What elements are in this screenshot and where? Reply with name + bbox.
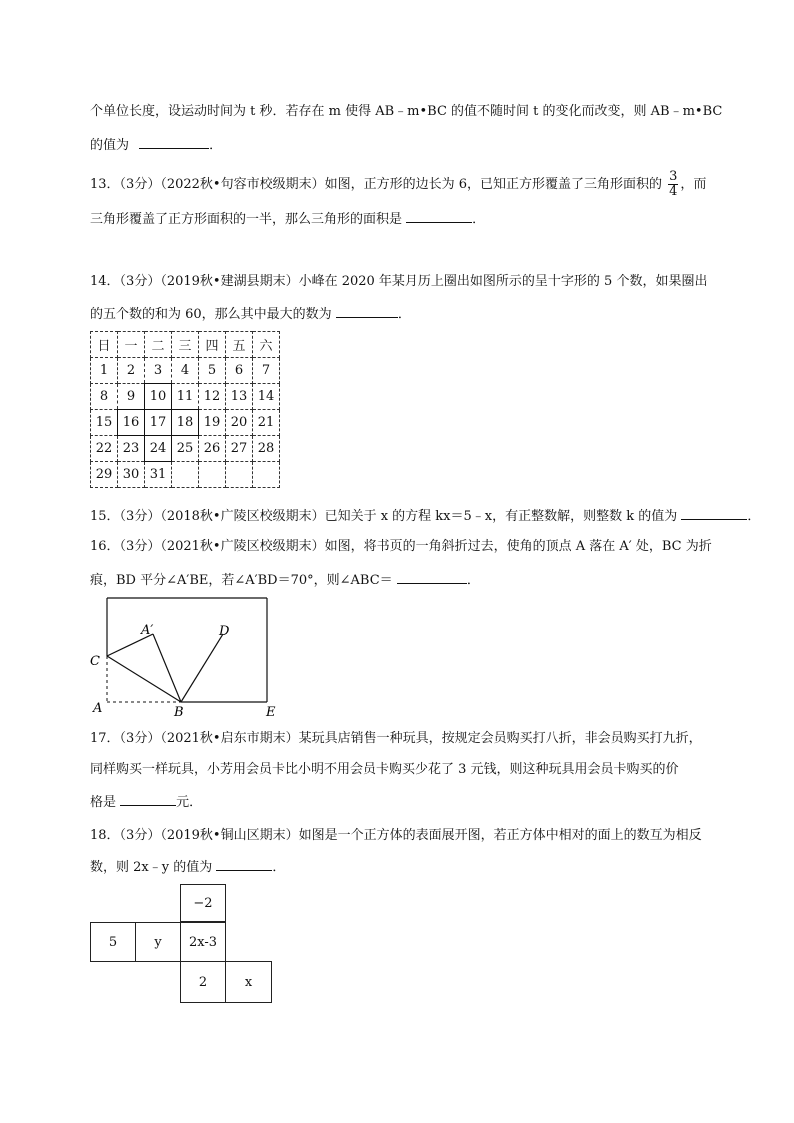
q14-line-1: 14．（3分）（2019秋•建湖县期末）小峰在 2020 年某月历上圈出如图所示的呈十字形的 5 个数，如果圈出 <box>90 274 708 289</box>
calendar-cell: 9 <box>118 384 145 410</box>
net-face-top: −2 <box>180 884 226 922</box>
label-a-prime: A′ <box>141 623 154 638</box>
q13-line-2-text: 三角形覆盖了正方形面积的一半，那么三角形的面积是 <box>90 212 403 227</box>
fraction-numerator: 3 <box>669 169 678 184</box>
net-face-y: y <box>135 922 181 962</box>
calendar-cell <box>199 462 226 488</box>
net-face-2: 2 <box>180 961 226 1003</box>
q17-line-3a: 格是 <box>90 795 117 810</box>
fraction-three-quarters <box>668 170 678 199</box>
label-b: B <box>174 705 184 720</box>
period: ． <box>272 860 286 875</box>
answer-blank-18[interactable] <box>216 856 272 871</box>
intro-line-2 <box>90 134 222 156</box>
calendar-cell: 6 <box>226 358 253 384</box>
q15-line-1-text: 15．（3分）（2018秋•广陵区校级期末）已知关于 x 的方程 kx＝5﹣x，有正整数解，则整数 k 的值为 <box>90 509 678 524</box>
calendar-row <box>91 358 280 384</box>
calendar-cell: 5 <box>199 358 226 384</box>
q17-line-1: 17．（3分）（2021秋•启东市期末）某玩具店销售一种玩具，按规定会员购买打八折，非会员购买打九折， <box>90 731 702 746</box>
calendar-cell: 12 <box>199 384 226 410</box>
net-face-x: x <box>225 961 272 1003</box>
calendar-cell: 30 <box>118 462 145 488</box>
q17-line-3b: 元． <box>176 795 203 810</box>
book-page-figure <box>85 590 285 720</box>
calendar-cell: 13 <box>226 384 253 410</box>
q18-line-2 <box>90 856 285 878</box>
calendar-cell: 28 <box>253 436 280 462</box>
calendar-cell: 29 <box>91 462 118 488</box>
q16-line-1: 16．（3分）（2021秋•广陵区校级期末）如图，将书页的一角斜折过去，使角的顶点 A 落在 A′ 处，BC 为折 <box>90 539 712 554</box>
period: ． <box>209 138 223 153</box>
segment-a1b <box>153 634 181 702</box>
answer-blank-17[interactable] <box>120 791 176 806</box>
calendar-row <box>91 410 280 436</box>
calendar-cell-circled: 16 <box>118 410 145 436</box>
calendar-header-row <box>91 332 280 358</box>
calendar-cell: 1 <box>91 358 118 384</box>
calendar-cell: 22 <box>91 436 118 462</box>
period: ． <box>397 307 411 322</box>
answer-blank-12[interactable] <box>139 134 209 149</box>
calendar-cell: 20 <box>226 410 253 436</box>
q14-line-2 <box>90 303 411 325</box>
calendar-header-cell: 六 <box>253 332 280 358</box>
q13-line-1b: ，而 <box>680 177 707 192</box>
crease-bc <box>107 656 181 702</box>
calendar-header-cell: 一 <box>118 332 145 358</box>
answer-blank-14[interactable] <box>336 303 398 318</box>
calendar-cell-circled: 18 <box>172 410 199 436</box>
calendar-header-cell: 三 <box>172 332 199 358</box>
calendar-cell <box>226 462 253 488</box>
q13-line-1 <box>90 170 706 199</box>
calendar-cell: 17 <box>145 410 172 436</box>
calendar-header-cell: 四 <box>199 332 226 358</box>
calendar-cell: 27 <box>226 436 253 462</box>
segment-bd <box>181 634 223 702</box>
calendar-header-cell: 五 <box>226 332 253 358</box>
period: ． <box>472 212 486 227</box>
fraction-denominator: 4 <box>669 184 678 199</box>
period: ． <box>466 573 480 588</box>
calendar-cell: 11 <box>172 384 199 410</box>
calendar-cell: 25 <box>172 436 199 462</box>
calendar-cell: 15 <box>91 410 118 436</box>
intro-line-2-text: 的值为 <box>90 138 130 153</box>
calendar-row <box>91 462 280 488</box>
q13-line-2 <box>90 208 485 230</box>
answer-blank-13[interactable] <box>406 208 472 223</box>
q14-line-2-text: 的五个数的和为 60，那么其中最大的数为 <box>90 307 332 322</box>
calendar-table <box>90 331 280 488</box>
calendar-cell: 8 <box>91 384 118 410</box>
calendar-cell: 2 <box>118 358 145 384</box>
calendar-header-cell: 二 <box>145 332 172 358</box>
calendar-cell <box>253 462 280 488</box>
calendar-cell: 3 <box>145 358 172 384</box>
calendar-cell: 14 <box>253 384 280 410</box>
label-c: C <box>90 654 100 669</box>
calendar-cell: 31 <box>145 462 172 488</box>
calendar-row <box>91 384 280 410</box>
q18-line-1: 18．（3分）（2019秋•铜山区期末）如图是一个正方体的表面展开图，若正方体中相对的面上的数互为相反 <box>90 828 702 843</box>
net-face-2x-3: 2x-3 <box>180 922 226 962</box>
q16-line-2-text: 痕，BD 平分∠A′BE，若∠A′BD＝70°，则∠ABC＝ <box>90 573 393 588</box>
q18-line-2-text: 数，则 2x﹣y 的值为 <box>90 860 213 875</box>
calendar-cell: 19 <box>199 410 226 436</box>
label-d: D <box>219 624 230 639</box>
q16-line-2 <box>90 569 480 591</box>
calendar-cell: 26 <box>199 436 226 462</box>
period: ． <box>747 509 761 524</box>
calendar-cell: 7 <box>253 358 280 384</box>
calendar-header-cell: 日 <box>91 332 118 358</box>
calendar-cell <box>172 462 199 488</box>
label-a: A <box>93 701 103 716</box>
q17-line-3 <box>90 791 202 813</box>
calendar-cell: 23 <box>118 436 145 462</box>
q15-line-1 <box>90 505 760 527</box>
net-face-5: 5 <box>90 922 136 962</box>
calendar-cell-circled: 24 <box>145 436 172 462</box>
q17-line-2: 同样购买一样玩具，小芳用会员卡比小明不用会员卡购买少花了 3 元钱，则这种玩具用会员卡购买的价 <box>90 762 679 777</box>
q13-line-1a: 13．（3分）（2022秋•句容市校级期末）如图，正方形的边长为 6，已知正方形覆盖了三角形面积的 <box>90 177 662 192</box>
answer-blank-16[interactable] <box>397 569 467 584</box>
calendar-cell: 21 <box>253 410 280 436</box>
intro-line-1: 个单位长度，设运动时间为 t 秒．若存在 m 使得 AB﹣m•BC 的值不随时间 t 的变化而改变，则 AB﹣m•BC <box>90 104 723 119</box>
calendar-cell: 4 <box>172 358 199 384</box>
calendar-cell-circled: 10 <box>145 384 172 410</box>
label-e: E <box>266 705 276 720</box>
answer-blank-15[interactable] <box>681 505 747 520</box>
calendar-row <box>91 436 280 462</box>
